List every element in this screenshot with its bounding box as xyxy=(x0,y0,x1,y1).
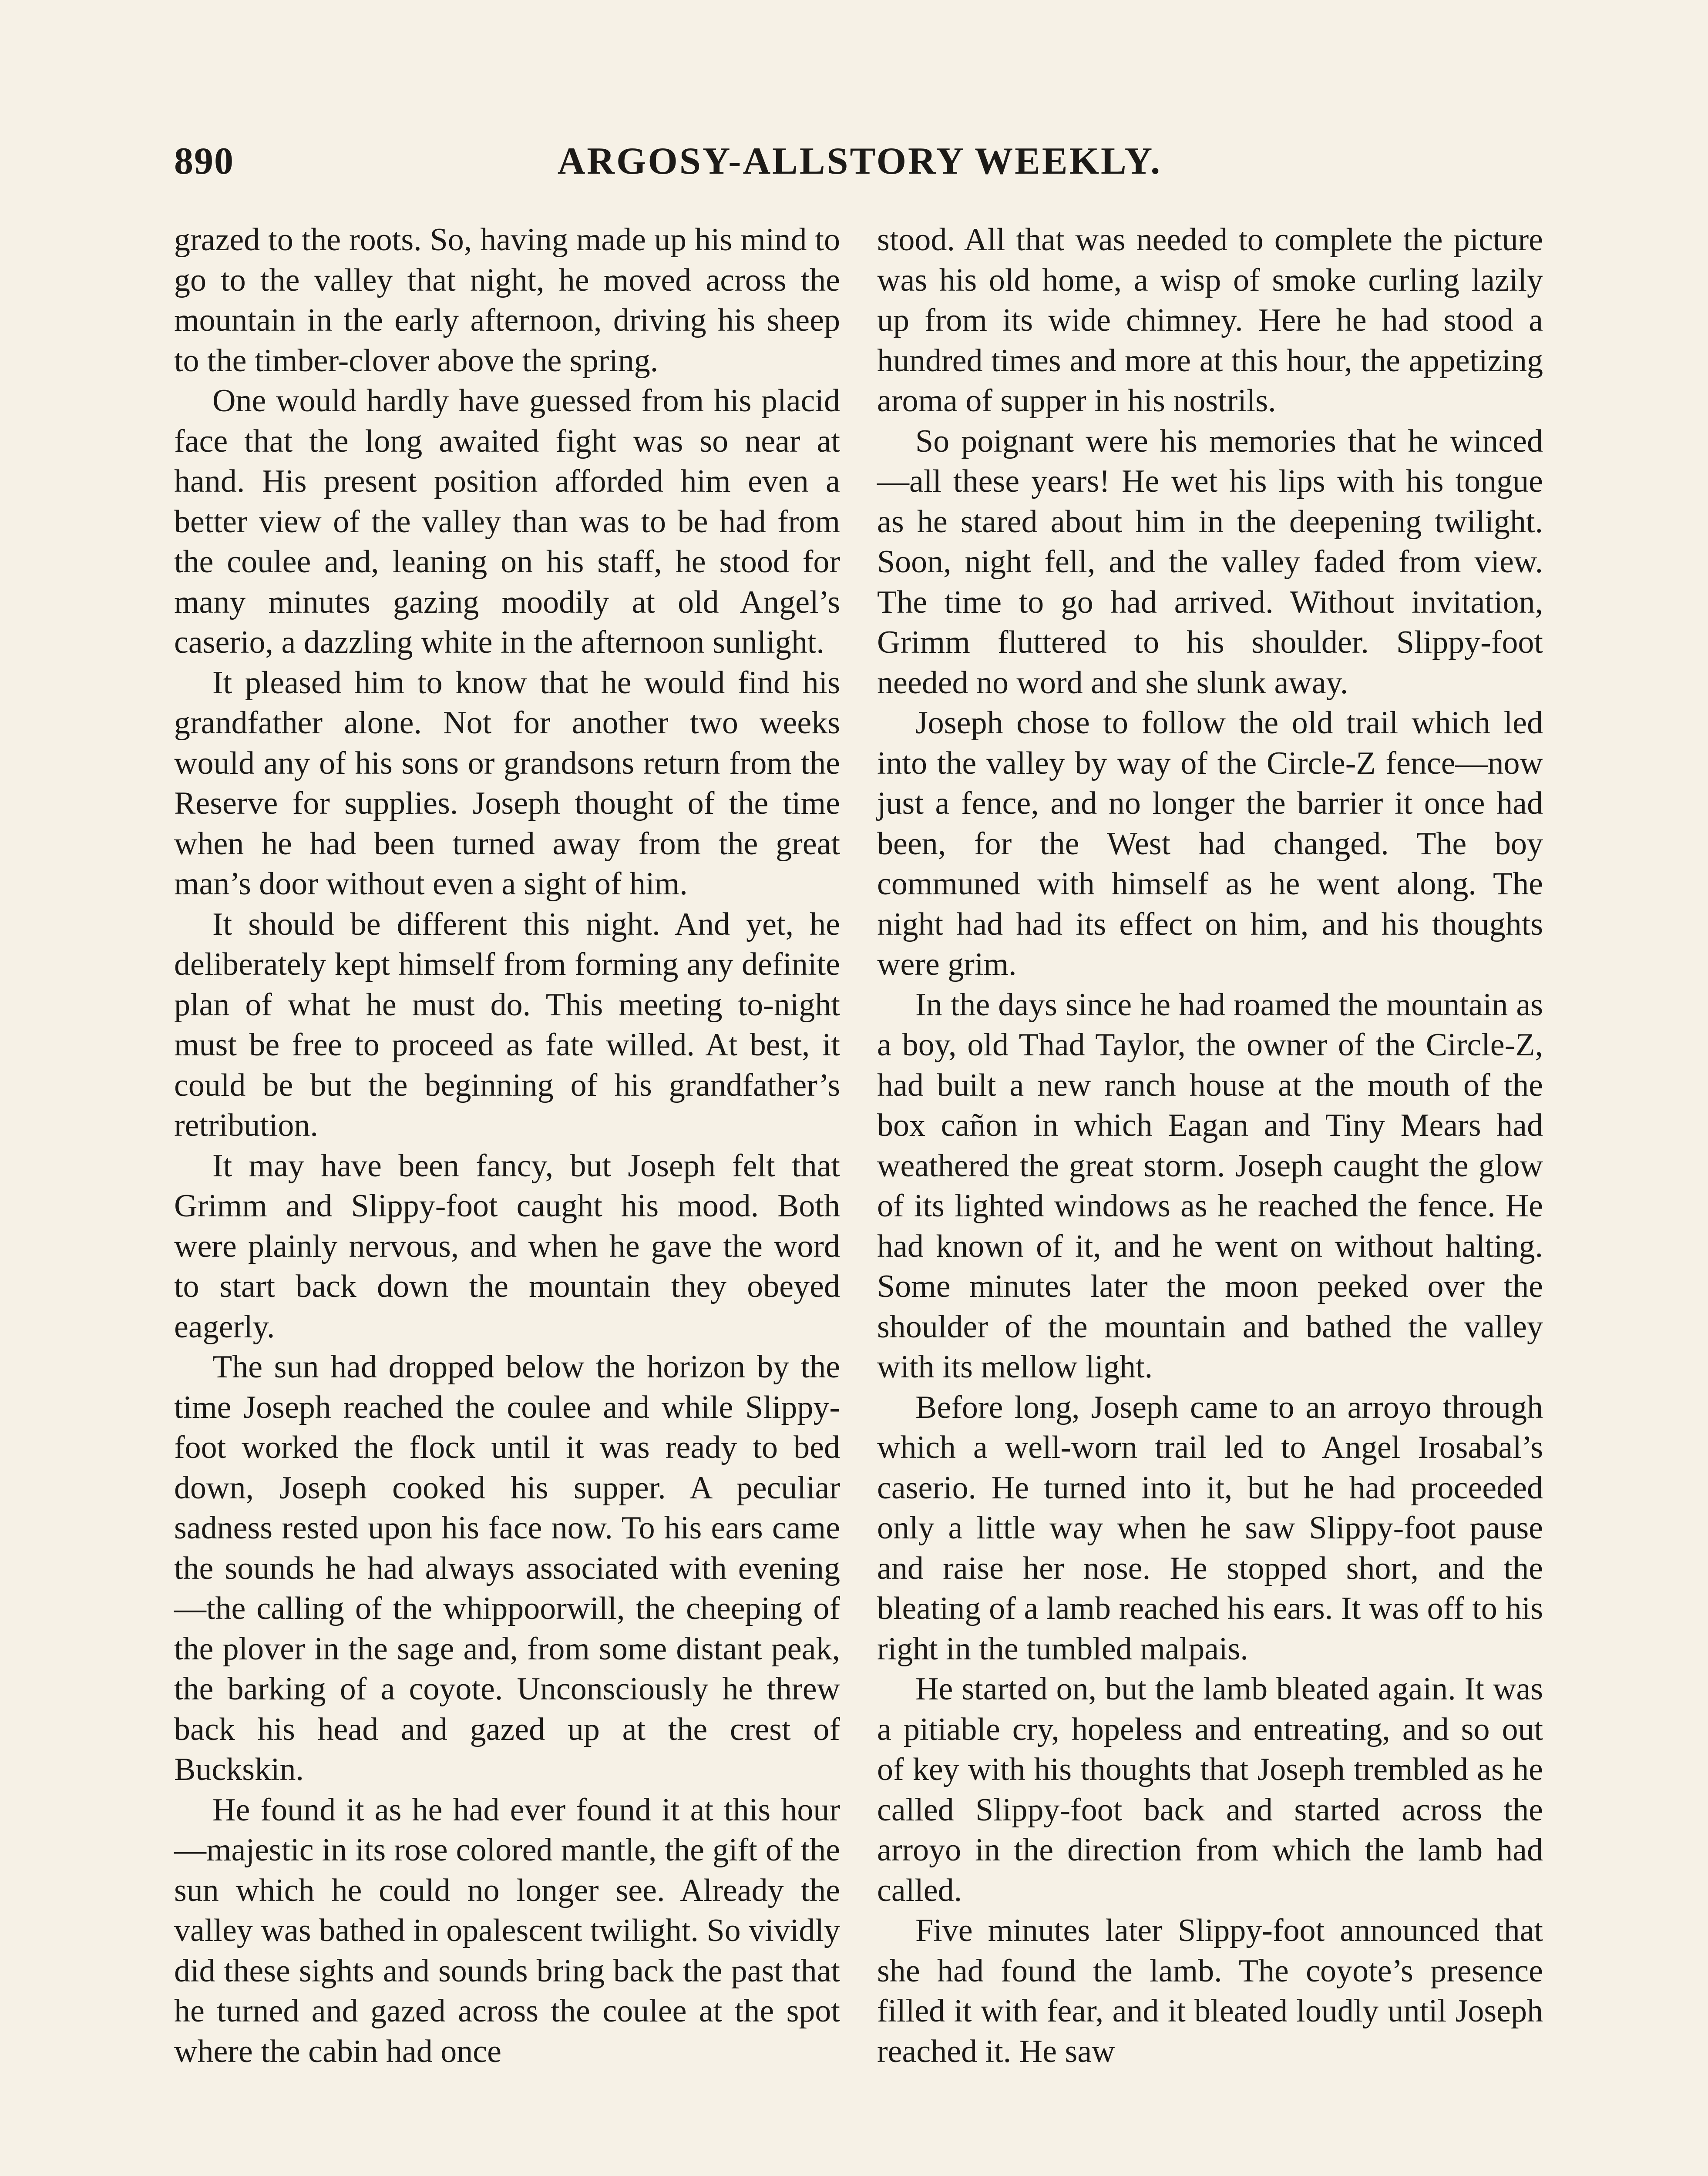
page-header xyxy=(174,139,1545,200)
paragraph: The sun had dropped below the horizon by the time Joseph reached the coulee and while Slippy-foot worked the flock until it was ready to bed down, Joseph cooked his supper. A peculiar sadness rested upon his face now. To his ears came the sounds he had always associated with evening—the calling of the whippoorwill, the cheeping of the plover in the sage and, from some distant peak, the barking of a coyote. Unconsciously he threw back his head and gazed up at the crest of Buckskin. xyxy=(174,1349,840,1787)
paragraph: Joseph chose to follow the old trail which led into the valley by way of the Circle-Z fence—now just a fence, and no longer the barrier it once had been, for the West had changed. The boy communed with himself as he went along. The night had had its effect on him, and his thoughts were grim. xyxy=(877,705,1543,982)
paragraph: Five minutes later Slippy-foot announced that she had found the lamb. The coyote’s presence filled it with fear, and it bleated loudly until Joseph reached it. He saw xyxy=(877,1913,1543,2069)
paragraph: It pleased him to know that he would find his grandfather alone. Not for another two weeks would any of his sons or grandsons return from the Reserve for supplies. Joseph thought of the time when he had been turned away from the great man’s door without even a sight of him. xyxy=(174,665,840,902)
paragraph: So poignant were his memories that he winced—all these years! He wet his lips with his tongue as he stared about him in the deepening twilight. Soon, night fell, and the valley faded from view. The time to go had arrived. Without invitation, Grimm fluttered to his shoulder. Slippy-foot needed no word and she slunk away. xyxy=(877,423,1543,701)
magazine-title: ARGOSY-ALLSTORY WEEKLY. xyxy=(557,140,1162,182)
paragraph: One would hardly have guessed from his placid face that the long awaited fight was so near at hand. His present position afforded him even a better view of the valley than was to be had from the coulee and, leaning on his staff, he stood for many minutes gazing moodily at old Angel’s caserio, a dazzling white in the afternoon sunlight. xyxy=(174,383,840,660)
left-column xyxy=(174,220,840,2072)
right-column xyxy=(877,220,1543,2072)
paragraph: He started on, but the lamb bleated again. It was a pitiable cry, hopeless and entreating, and so out of key with his thoughts that Joseph trembled as he called Slippy-foot back and started across the arroyo in the direction from which the lamb had called. xyxy=(877,1671,1543,1908)
paragraph: It may have been fancy, but Joseph felt that Grimm and Slippy-foot caught his mood. Both were plainly nervous, and when he gave the word to start back down the mountain they obeyed eagerly. xyxy=(174,1148,840,1345)
paragraph: He found it as he had ever found it at this hour—majestic in its rose colored mantle, the gift of the sun which he could no longer see. Already the valley was bathed in opalescent twilight. So vividly did these sights and sounds bring back the past that he turned and gazed across the coulee at the spot where the cabin had once xyxy=(174,1792,840,2069)
paragraph: Before long, Joseph came to an arroyo through which a well-worn trail led to Angel Irosabal’s caserio. He turned into it, but he had proceeded only a little way when he saw Slippy-foot pause and raise her nose. He stopped short, and the bleating of a lamb reached his ears. It was off to his right in the tumbled malpais. xyxy=(877,1389,1543,1667)
page-number: 890 xyxy=(174,140,234,182)
paragraph: It should be different this night. And yet, he deliberately kept himself from forming any definite plan of what he must do. This meeting to-night must be free to proceed as fate willed. At best, it could be but the beginning of his grandfather’s retribution. xyxy=(174,906,840,1143)
paragraph: stood. All that was needed to complete the picture was his old home, a wisp of smoke curling lazily up from its wide chimney. Here he had stood a hundred times and more at this hour, the appetizing aroma of supper in his nostrils. xyxy=(877,222,1543,419)
paragraph: In the days since he had roamed the mountain as a boy, old Thad Taylor, the owner of the Circle-Z, had built a new ranch house at the mouth of the box cañon in which Eagan and Tiny Mears had weathered the great storm. Joseph caught the glow of its lighted windows as he reached the fence. He had known of it, and he went on without halting. Some minutes later the moon peeked over the shoulder of the mountain and bathed the valley with its mellow light. xyxy=(877,987,1543,1385)
paragraph: grazed to the roots. So, having made up his mind to go to the valley that night, he moved across the mountain in the early afternoon, driving his sheep to the timber-clover above the spring. xyxy=(174,222,840,379)
